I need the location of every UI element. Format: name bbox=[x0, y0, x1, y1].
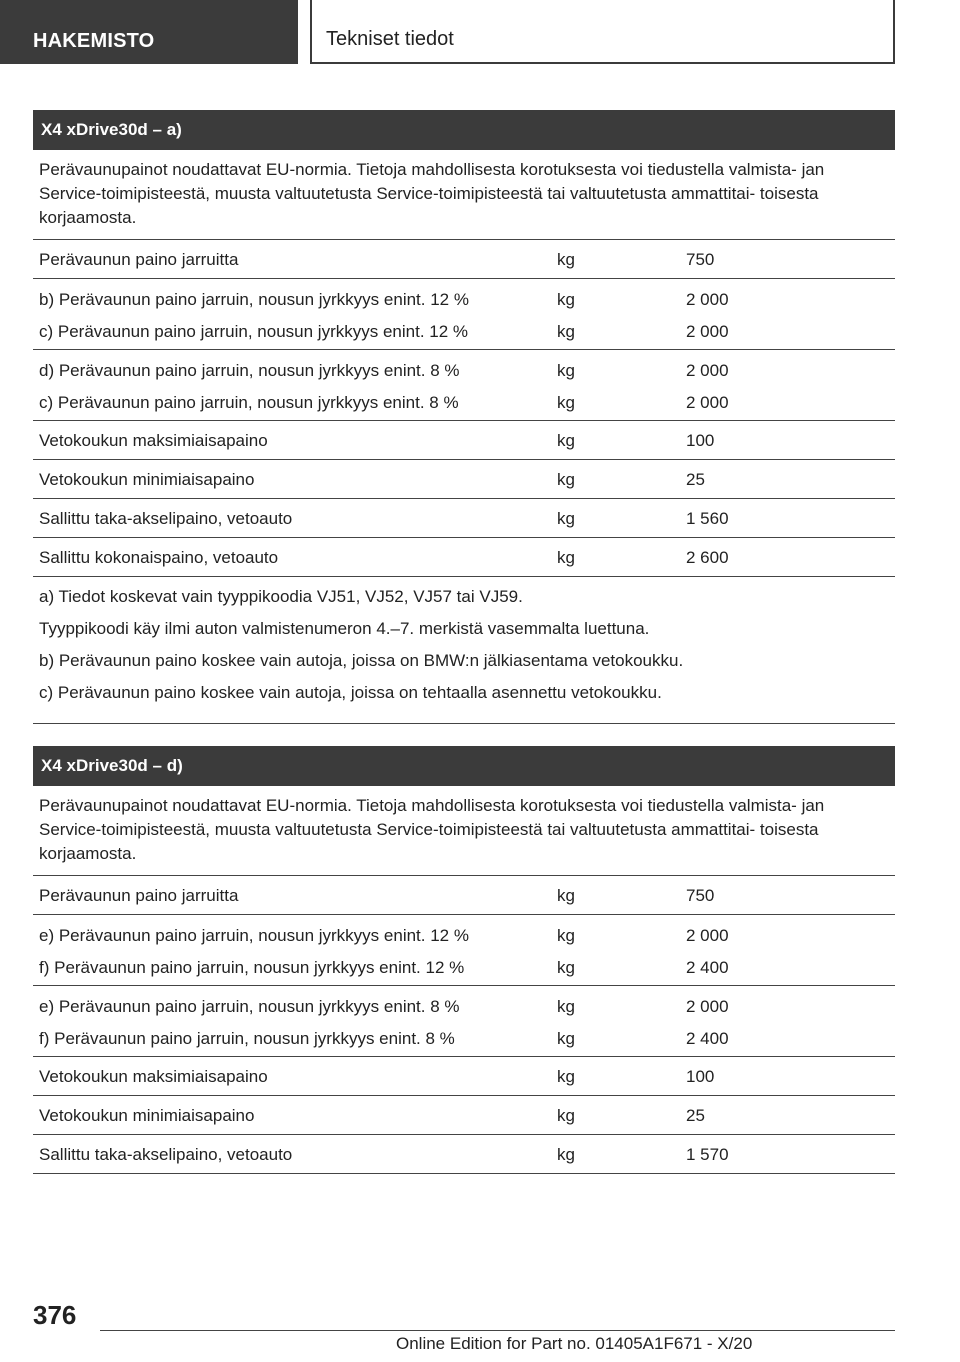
table-line bbox=[33, 1135, 895, 1174]
row-unit: kg bbox=[557, 958, 575, 977]
page-number: 376 bbox=[33, 1300, 77, 1330]
row-unit: kg bbox=[557, 393, 575, 412]
row-value: 2 000 bbox=[686, 926, 729, 945]
row-value: 2 400 bbox=[686, 958, 729, 977]
table-line bbox=[33, 1096, 895, 1135]
table-row bbox=[33, 876, 895, 915]
row-value: 2 600 bbox=[686, 548, 729, 567]
row-unit: kg bbox=[557, 1145, 575, 1164]
row-value: 1 560 bbox=[686, 509, 729, 528]
row-value: 2 400 bbox=[686, 1029, 729, 1048]
row-value: 2 000 bbox=[686, 393, 729, 412]
table-line bbox=[33, 240, 895, 279]
row-label: Perävaunun paino jarruitta bbox=[39, 250, 239, 269]
row-label: d) Perävaunun paino jarruin, nousun jyrkkyys enint. 8 % bbox=[39, 361, 460, 380]
row-value: 100 bbox=[686, 1067, 715, 1086]
row-unit: kg bbox=[557, 997, 575, 1016]
table-line bbox=[33, 315, 895, 347]
row-label: f) Perävaunun paino jarruin, nousun jyrkkyys enint. 8 % bbox=[39, 1029, 455, 1048]
row-label: f) Perävaunun paino jarruin, nousun jyrkkyys enint. 12 % bbox=[39, 958, 465, 977]
header-page-title: Tekniset tiedot bbox=[310, 0, 895, 64]
table-line bbox=[33, 283, 895, 315]
row-label: c) Perävaunun paino jarruin, nousun jyrkkyys enint. 8 % bbox=[39, 393, 459, 412]
row-label: Sallittu kokonaispaino, vetoauto bbox=[39, 548, 279, 567]
row-value: 25 bbox=[686, 470, 705, 489]
footnote: Tyyppikoodi käy ilmi auton valmistenumeron 4.–7. merkistä vasemmalta luettuna. bbox=[39, 619, 650, 638]
row-label: e) Perävaunun paino jarruin, nousun jyrkkyys enint. 8 % bbox=[39, 997, 460, 1016]
table-row bbox=[33, 1096, 895, 1135]
table-line bbox=[33, 1057, 895, 1096]
table-line bbox=[33, 990, 895, 1022]
section-title: X4 xDrive30d – a) bbox=[33, 110, 895, 150]
table-row bbox=[33, 279, 895, 350]
footer-edition: Online Edition for Part no. 01405A1F671 - X/20 bbox=[396, 1334, 753, 1353]
row-unit: kg bbox=[557, 322, 575, 341]
row-label: Vetokoukun minimiaisapaino bbox=[39, 470, 255, 489]
table-row bbox=[33, 986, 895, 1057]
row-value: 2 000 bbox=[686, 322, 729, 341]
row-label: c) Perävaunun paino jarruin, nousun jyrkkyys enint. 12 % bbox=[39, 322, 469, 341]
row-value: 2 000 bbox=[686, 290, 729, 309]
section-intro: Perävaunupainot noudattavat EU-normia. Tietoja mahdollisesta korotuksesta voi tiedustella valmista- jan Service-toimipisteestä, muusta valtuutetusta Service-toimipisteestä tai valtuutetusta ammattitai- toisesta korjaamosta. bbox=[33, 786, 895, 876]
row-value: 25 bbox=[686, 1106, 705, 1125]
row-unit: kg bbox=[557, 886, 575, 905]
footer-divider bbox=[100, 1330, 895, 1331]
table-line bbox=[33, 499, 895, 538]
row-label: Perävaunun paino jarruitta bbox=[39, 886, 239, 905]
table-line bbox=[33, 876, 895, 915]
row-value: 1 570 bbox=[686, 1145, 729, 1164]
row-unit: kg bbox=[557, 1067, 575, 1086]
table-line bbox=[33, 538, 895, 577]
table-row bbox=[33, 240, 895, 279]
row-value: 2 000 bbox=[686, 997, 729, 1016]
table-line bbox=[33, 421, 895, 460]
row-label: b) Perävaunun paino jarruin, nousun jyrkkyys enint. 12 % bbox=[39, 290, 469, 309]
header-section-tab[interactable]: HAKEMISTO bbox=[0, 0, 298, 64]
row-unit: kg bbox=[557, 1029, 575, 1048]
table-row bbox=[33, 915, 895, 986]
row-unit: kg bbox=[557, 290, 575, 309]
row-unit: kg bbox=[557, 548, 575, 567]
table-row bbox=[33, 350, 895, 421]
row-label: e) Perävaunun paino jarruin, nousun jyrkkyys enint. 12 % bbox=[39, 926, 469, 945]
section-xdrive30d-d bbox=[33, 746, 895, 1174]
table-line bbox=[33, 386, 895, 418]
table-row bbox=[33, 460, 895, 499]
table-line bbox=[33, 460, 895, 499]
table-line bbox=[33, 919, 895, 951]
row-unit: kg bbox=[557, 361, 575, 380]
footnote: c) Perävaunun paino koskee vain autoja, joissa on tehtaalla asennettu vetokoukku. bbox=[39, 683, 662, 702]
footnote: b) Perävaunun paino koskee vain autoja, joissa on BMW:n jälkiasentama vetokoukku. bbox=[39, 651, 684, 670]
row-unit: kg bbox=[557, 509, 575, 528]
table-row bbox=[33, 421, 895, 460]
table-line bbox=[33, 951, 895, 983]
section-title: X4 xDrive30d – d) bbox=[33, 746, 895, 786]
table-line bbox=[33, 354, 895, 386]
row-unit: kg bbox=[557, 470, 575, 489]
footnote: a) Tiedot koskevat vain tyyppikoodia VJ51, VJ52, VJ57 tai VJ59. bbox=[39, 587, 523, 606]
table-row bbox=[33, 499, 895, 538]
row-label: Sallittu taka-akselipaino, vetoauto bbox=[39, 509, 293, 528]
row-label: Vetokoukun minimiaisapaino bbox=[39, 1106, 255, 1125]
table-line bbox=[33, 1022, 895, 1054]
row-unit: kg bbox=[557, 250, 575, 269]
table-row bbox=[33, 538, 895, 577]
row-label: Vetokoukun maksimiaisapaino bbox=[39, 1067, 268, 1086]
row-label: Sallittu taka-akselipaino, vetoauto bbox=[39, 1145, 293, 1164]
row-value: 750 bbox=[686, 886, 715, 905]
row-label: Vetokoukun maksimiaisapaino bbox=[39, 431, 268, 450]
section-intro: Perävaunupainot noudattavat EU-normia. Tietoja mahdollisesta korotuksesta voi tiedustella valmista- jan Service-toimipisteestä, muusta valtuutetusta Service-toimipisteestä tai valtuutetusta ammattitai- toisesta korjaamosta. bbox=[33, 150, 895, 240]
row-unit: kg bbox=[557, 431, 575, 450]
footnotes bbox=[33, 577, 895, 724]
table-row bbox=[33, 1057, 895, 1096]
row-value: 100 bbox=[686, 431, 715, 450]
section-xdrive30d-a bbox=[33, 110, 895, 724]
row-value: 750 bbox=[686, 250, 715, 269]
row-unit: kg bbox=[557, 1106, 575, 1125]
row-value: 2 000 bbox=[686, 361, 729, 380]
row-unit: kg bbox=[557, 926, 575, 945]
table-row bbox=[33, 1135, 895, 1174]
